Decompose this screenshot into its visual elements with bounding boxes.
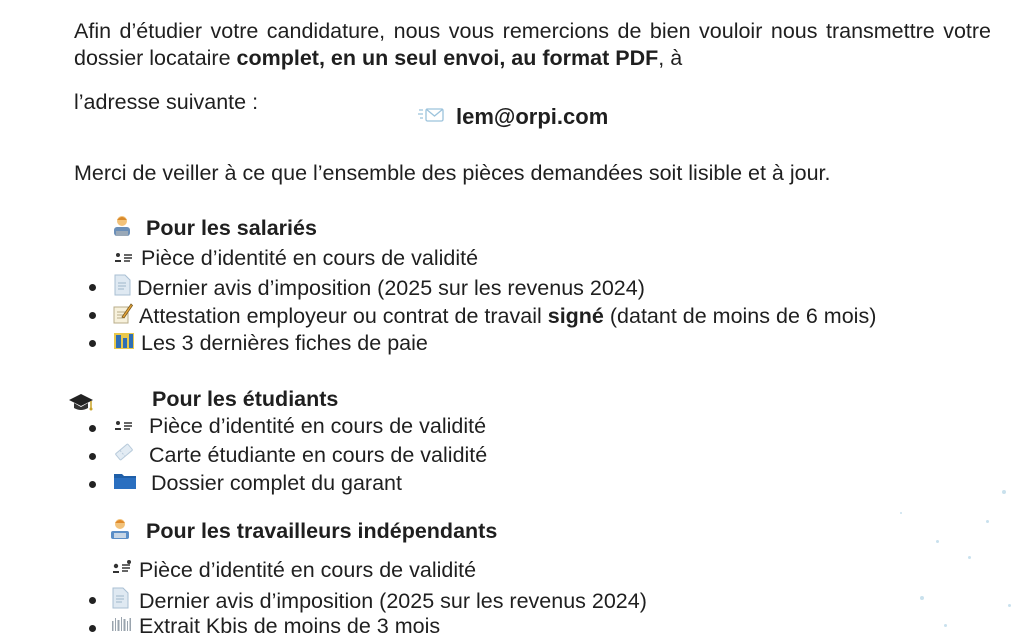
list-item [113,414,486,439]
graduation-cap-icon [68,392,94,420]
attestation-text: Attestation employeur ou contrat de travail [139,303,548,328]
list-item [111,614,440,639]
item-label: Extrait Kbis de moins de 3 mois [139,614,441,638]
item-label [139,304,876,329]
intro-paragraph [74,18,991,72]
document-icon [113,274,131,302]
envelope-icon [418,107,444,128]
barcode-icon [111,614,133,639]
bullet [89,597,96,604]
item-label: Dossier complet du garant [151,470,402,495]
list-item [111,558,476,583]
bullet [89,453,96,460]
list-item [113,302,876,330]
id-card-icon [111,558,133,583]
section-heading-salaries [110,213,317,243]
item-label: Pièce d’identité en cours de validité [139,558,477,582]
section-title-independants: Pour les travailleurs indépendants [146,518,498,543]
list-item [113,274,645,302]
bar-chart-icon [113,330,135,356]
attestation-text-end: (datant de moins de 6 mois) [603,303,877,328]
list-item [113,330,428,356]
memo-icon [113,302,133,330]
bullet [89,340,96,347]
item-label: Pièce d’identité en cours de validité [141,246,479,270]
note-text: Merci de veiller à ce que l’ensemble des pièces demandées soit lisible et à jour. [74,161,831,185]
intro-bold: complet, en un seul envoi, au format PDF [236,46,659,70]
technologist-icon [108,516,132,546]
attestation-bold: signé [547,303,604,328]
list-item [113,470,402,496]
section-title-etudiants: Pour les étudiants [152,386,339,411]
bullet [89,425,96,432]
item-label: Carte étudiante en cours de validité [149,442,488,467]
office-worker-icon [110,213,134,243]
intro-text-end: , à [658,46,683,70]
email-address[interactable]: lem@orpi.com [456,104,609,129]
ticket-icon [113,442,135,468]
bullet [89,284,96,291]
address-label: l’adresse suivante : [74,90,259,114]
item-label: Les 3 dernières fiches de paie [141,330,428,355]
section-heading-independants [108,516,497,546]
list-item [113,442,487,468]
item-label: Dernier avis d’imposition (2025 sur les revenus 2024) [137,275,645,300]
bullet [89,312,96,319]
id-card-icon [113,414,135,439]
item-label: Pièce d’identité en cours de validité [149,414,487,438]
bullet [89,625,96,632]
list-item [111,587,647,615]
id-card-icon [113,246,135,271]
item-label: Dernier avis d’imposition (2025 sur les revenus 2024) [139,588,647,613]
bullet [89,481,96,488]
document-icon [111,587,129,615]
email-row [418,104,608,130]
section-title-salaries: Pour les salariés [146,215,317,240]
folder-icon [113,470,137,496]
list-item [113,246,478,271]
intro-text: Afin d’étudier votre candidature, nous vous remercions de bien vouloir nous transmettre votre dossier locataire [74,19,991,70]
